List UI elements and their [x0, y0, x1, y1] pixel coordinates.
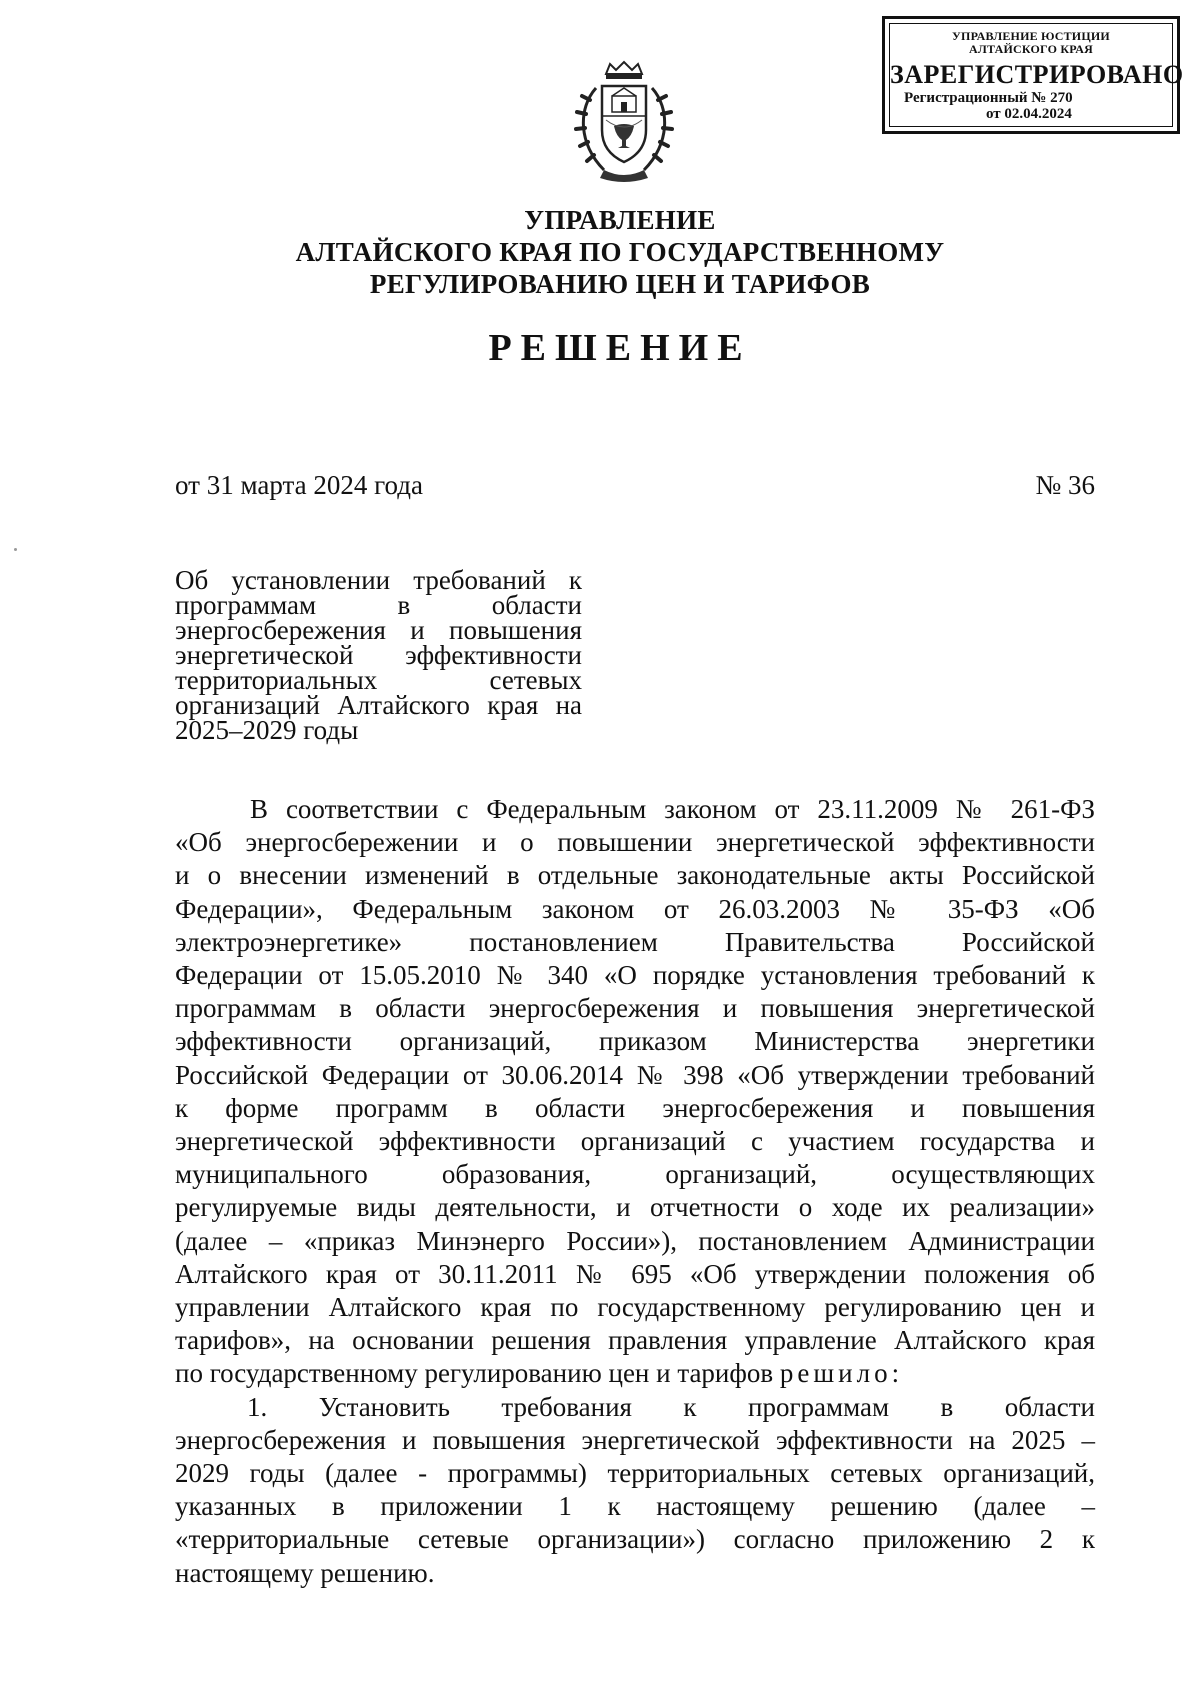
stamp-organization	[890, 30, 1172, 56]
body-line: эффективности организаций, приказом Министерства энергетики	[175, 1026, 1095, 1057]
stamp-reg-date: от 02.04.2024	[986, 106, 1072, 122]
issuing-authority	[200, 204, 1040, 300]
subject-line: Об установлении требований к	[175, 565, 582, 595]
body-line: регулируемые виды деятельности, и отчетности о ходе их реализации»	[175, 1192, 1095, 1223]
subject-line: энергетической эффективности	[175, 640, 582, 670]
item1-line: «территориальные сетевые организации») согласно приложению 2 к	[175, 1524, 1095, 1555]
resolution-line	[175, 1357, 1095, 1390]
coat-of-arms-icon	[568, 60, 680, 186]
item1-line: энергосбережения и повышения энергетической эффективности на 2025 –	[175, 1424, 1095, 1455]
document-subject	[175, 565, 582, 745]
body-line: энергетической эффективности организаций с участием государства и	[175, 1126, 1095, 1157]
item1-line: 1. Установить требования к программам в области	[247, 1391, 1095, 1422]
body-line: Алтайского края от 30.11.2011 № 695 «Об утверждении положения об	[175, 1258, 1095, 1289]
body-line: В соответствии с Федеральным законом от 23.11.2009 № 261-ФЗ	[250, 794, 1095, 824]
body-line: тарифов», на основании решения правления управление Алтайского края	[175, 1325, 1095, 1356]
stamp-status: ЗАРЕГИСТРИРОВАНО	[890, 60, 1184, 89]
subject-line: 2025–2029 годы	[175, 715, 359, 745]
body-line: и о внесении изменений в отдельные законодательные акты Российской	[175, 860, 1095, 891]
item1-line: 2029 годы (далее - программы) территориальных сетевых организаций,	[175, 1458, 1095, 1489]
subject-line: энергосбережения и повышения	[175, 615, 582, 645]
stamp-reg-number: Регистрационный № 270	[904, 90, 1073, 106]
authority-line2: АЛТАЙСКОГО КРАЯ ПО ГОСУДАРСТВЕННОМУ	[295, 237, 945, 267]
body-line: к форме программ в области энергосбережения и повышения	[175, 1092, 1095, 1123]
body-line: Федерации от 15.05.2010 № 340 «О порядке установления требований к	[175, 960, 1095, 991]
document-date: от 31 марта 2024 года	[175, 470, 423, 500]
document-number: № 36	[1035, 470, 1095, 500]
stamp-inner-border	[889, 23, 1184, 127]
subject-line: территориальных сетевых	[175, 665, 582, 695]
scan-speck	[14, 548, 17, 551]
item1-line: указанных в приложении 1 к настоящему решению (далее –	[175, 1491, 1095, 1522]
authority-line3: РЕГУЛИРОВАНИЮ ЦЕН И ТАРИФОВ	[369, 269, 871, 299]
registration-stamp	[882, 16, 1184, 134]
stamp-org-line2: АЛТАЙСКОГО КРАЯ	[969, 42, 1093, 56]
body-line: (далее – «приказ Минэнерго России»), постановлением Администрации	[175, 1225, 1095, 1256]
body-line: программам в области энергосбережения и повышения энергетической	[175, 993, 1095, 1024]
body-line: муниципального образования, организаций, осуществляющих	[175, 1159, 1095, 1190]
body-line: Российской Федерации от 30.06.2014 № 398 «Об утверждении требований	[175, 1059, 1095, 1090]
subject-line: организаций Алтайского края на	[175, 690, 582, 720]
authority-line1: УПРАВЛЕНИЕ	[524, 205, 716, 235]
subject-line: программам в области	[175, 590, 582, 620]
resolution-word: решило:	[779, 1358, 904, 1389]
resolution-prefix: по государственному регулированию цен и тарифов	[175, 1358, 774, 1389]
body-line: электроэнергетике» постановлением Правительства Российской	[175, 926, 1095, 957]
body-line: Федерации», Федеральным законом от 26.03.2003 № 35-ФЗ «Об	[175, 893, 1095, 924]
stamp-org-line1: УПРАВЛЕНИЕ ЮСТИЦИИ	[952, 29, 1110, 43]
document-type-title: РЕШЕНИЕ	[488, 327, 752, 369]
body-line: «Об энергосбережении и о повышении энергетической эффективности	[175, 827, 1095, 858]
date-number-line	[175, 470, 1095, 501]
document-body	[175, 793, 1095, 1590]
body-line: управлении Алтайского края по государственному регулированию цен и	[175, 1292, 1095, 1323]
item1-line: настоящему решению.	[175, 1557, 435, 1588]
